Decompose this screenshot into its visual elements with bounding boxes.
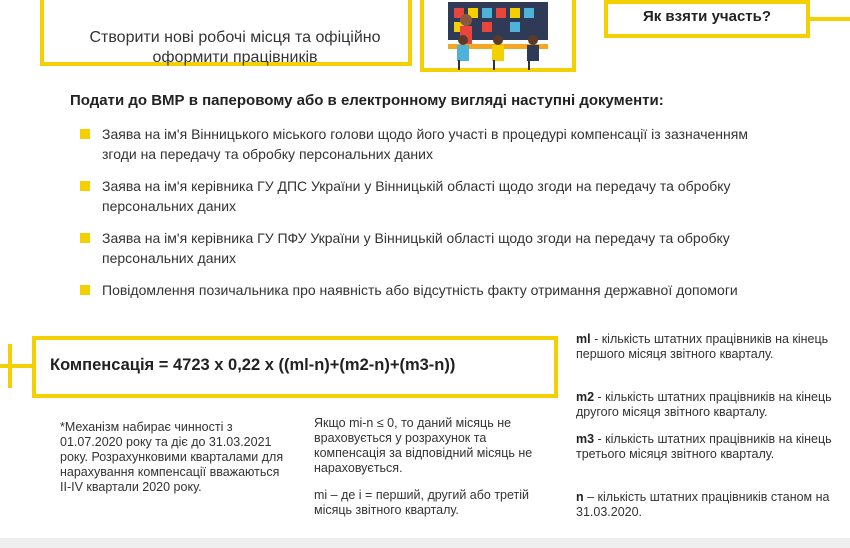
document-item: Заява на ім'я Вінницького міського голови щодо його участі в процедурі компенсації із зазначенням згоди на передачу та обробку персональних даних (102, 126, 748, 162)
bullet-marker (80, 285, 90, 295)
bullet-marker (80, 233, 90, 243)
document-item: Заява на ім'я керівника ГУ ДПС України у Вінницькій області щодо згоди на передачу та обробку персональних даних (102, 178, 731, 214)
document-item: Повідомлення позичальника про наявність або відсутність факту отримання державної допомоги (102, 282, 738, 298)
team-meeting-illustration (418, 0, 578, 72)
mi-definition-note: mi – де i = перший, другий або третій місяць звітного кварталу. (314, 488, 530, 517)
definition-m3: m3 - кількість штатних працівників на кінець третього місяця звітного кварталу. (576, 432, 832, 461)
create-jobs-text: Створити нові робочі місця та офіційно оформити працівників (89, 29, 381, 66)
how-to-participate-connector (810, 17, 850, 21)
definition-m1: ml - кількість штатних працівників на кінець першого місяця звітного кварталу. (576, 332, 829, 361)
mechanism-note: *Механізм набирає чинності з 01.07.2020 року та діє до 31.03.2021 року. Розрахунковими кварталами для нарахування компенсації вважаються II-IV квартали 2020 року. (60, 420, 284, 494)
zero-condition-note: Якщо mi-n ≤ 0, то даний місяць не враховується у розрахунок та компенсація за відповідний місяць не нараховується. (314, 416, 533, 475)
bullet-marker (80, 181, 90, 191)
definition-n: n – кількість штатних працівників станом на 31.03.2020. (576, 490, 830, 519)
compensation-formula: Компенсація = 4723 x 0,22 x ((ml-n)+(m2-n)+(m3-n)) (50, 356, 456, 374)
bottom-strip (0, 538, 850, 548)
definition-m2: m2 - кількість штатних працівників на кінець другого місяця звітного кварталу. (576, 390, 832, 419)
document-item: Заява на ім'я керівника ГУ ПФУ України у Вінницькій області щодо згоди на передачу та обробку персональних даних (102, 230, 730, 266)
documents-heading: Подати до ВМР в паперовому або в електронному вигляді наступні документи: (70, 92, 664, 109)
bullet-marker (80, 129, 90, 139)
how-to-participate-title: Як взяти участь? (642, 8, 772, 25)
formula-connector (0, 364, 32, 368)
